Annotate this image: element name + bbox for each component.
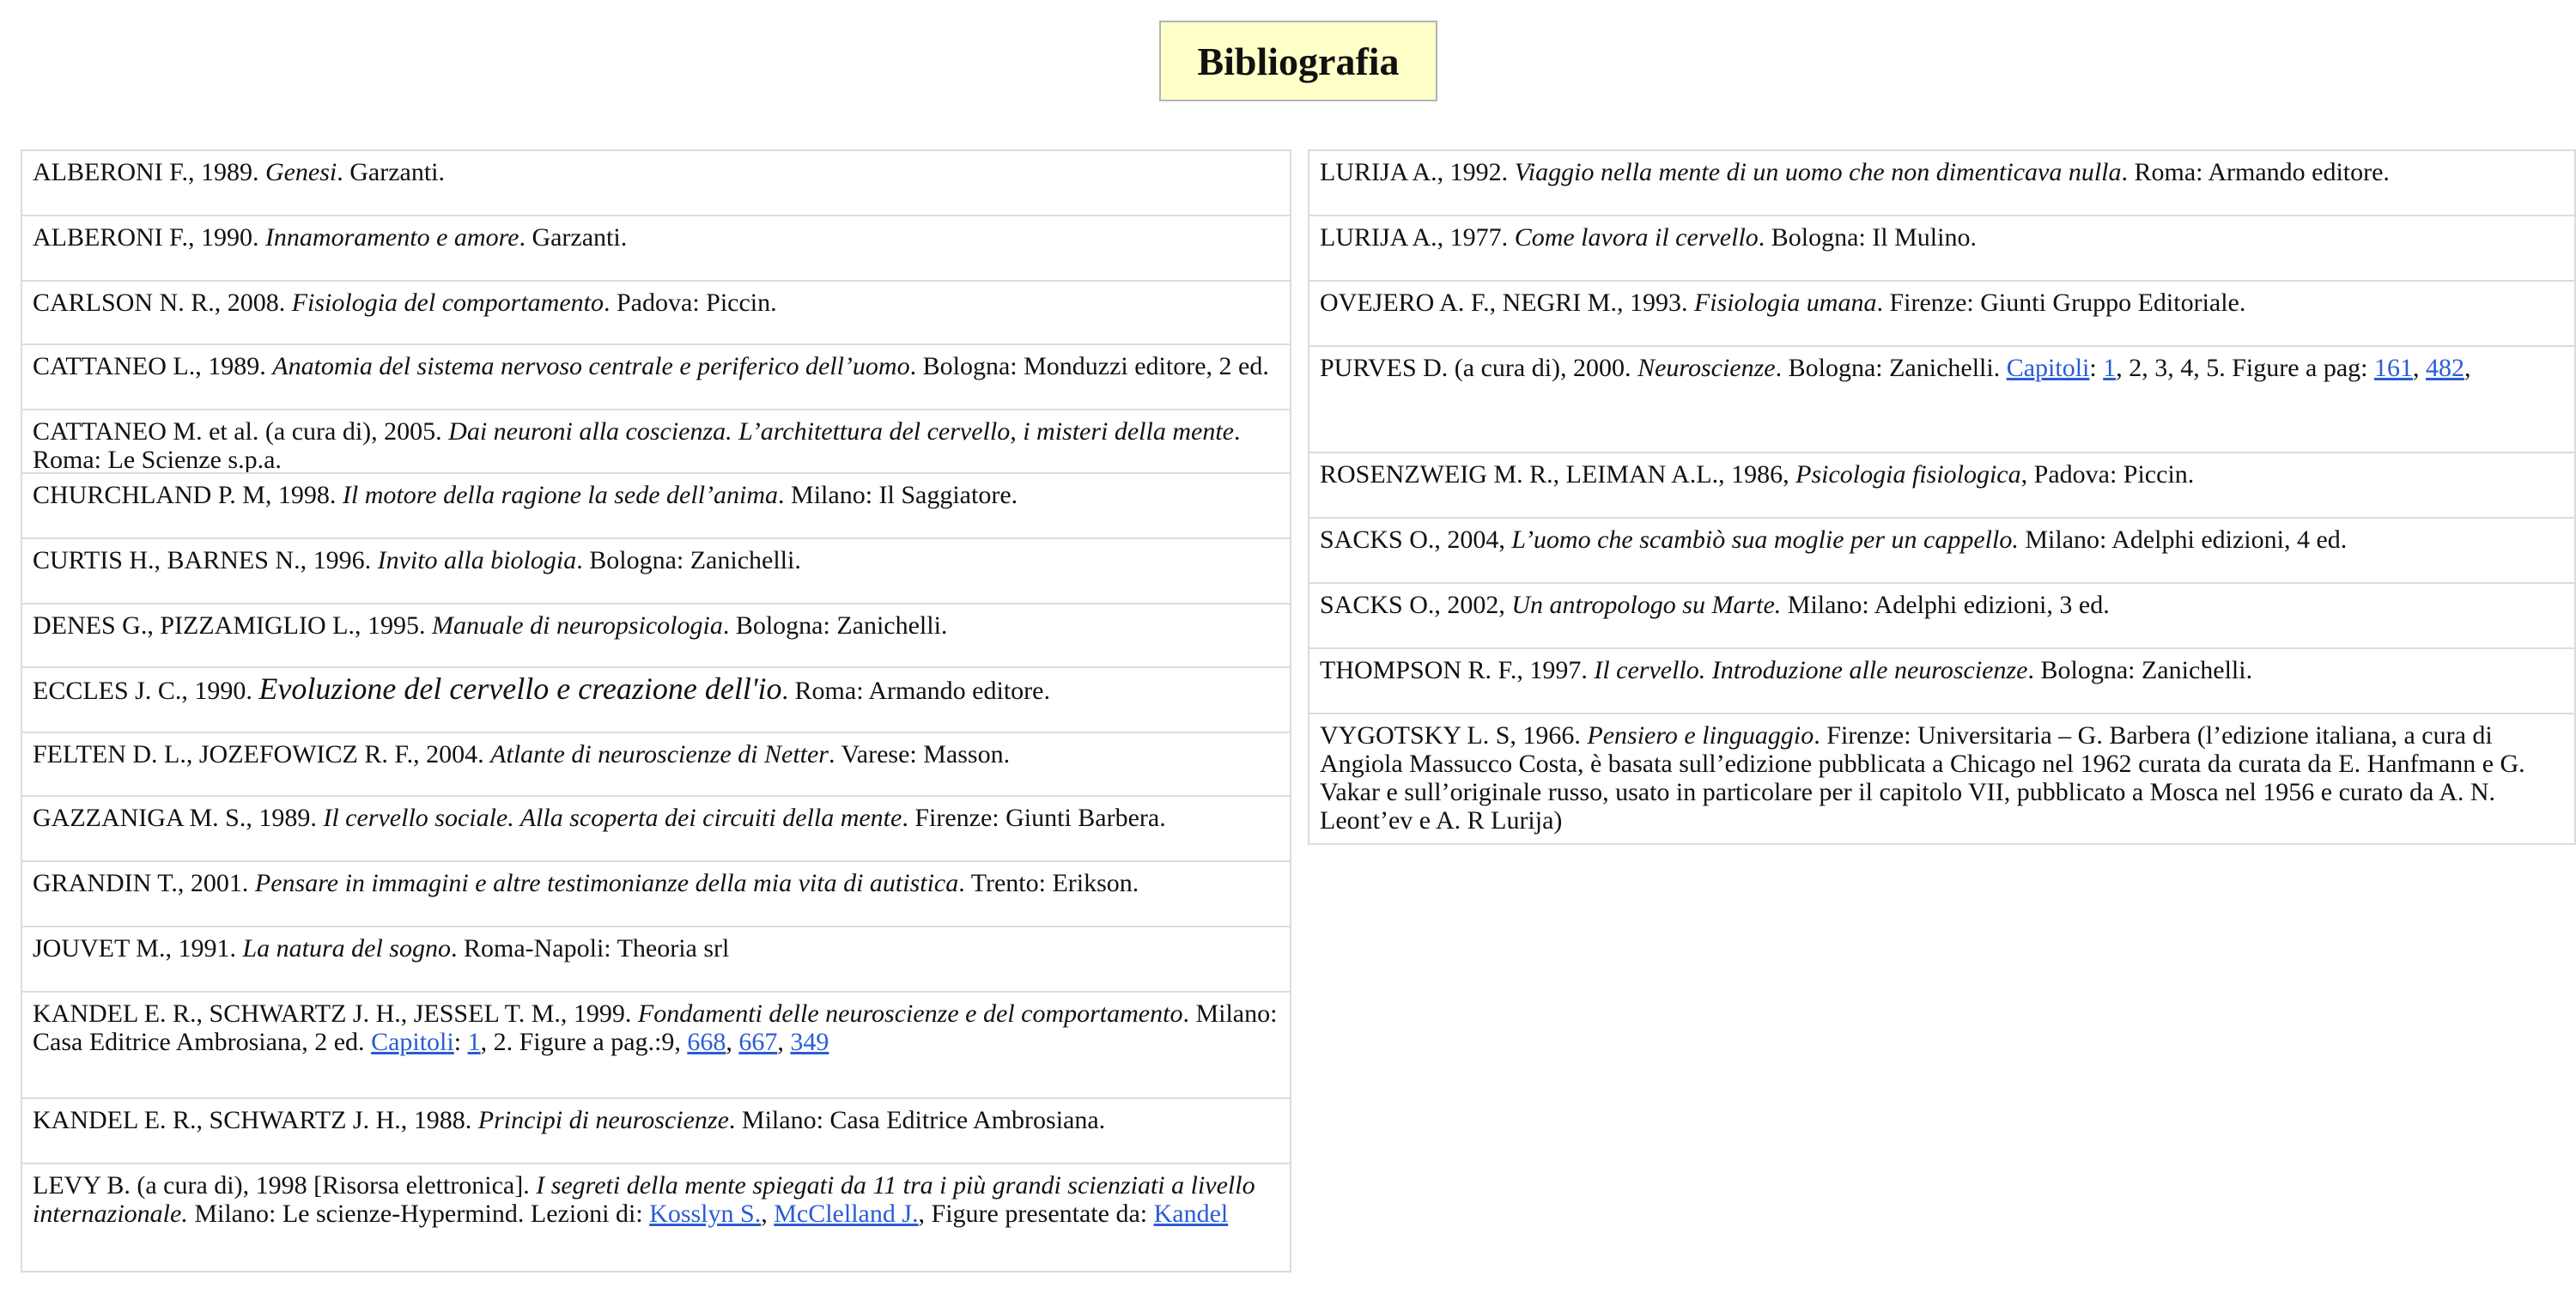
entry-text: Milano: Adelphi edizioni, 4 ed.: [2018, 525, 2348, 554]
bibliography-entry: [1309, 282, 2574, 347]
entry-text: . Milano: Casa Editrice Ambrosiana, 2 ed.: [33, 999, 1278, 1056]
entry-text: JOUVET M., 1991.: [33, 934, 243, 963]
entry-text: ROSENZWEIG M. R., LEIMAN A.L., 1986,: [1320, 460, 1796, 489]
entry-text: SACKS O., 2004,: [1320, 525, 1512, 554]
entry-text: DENES G., PIZZAMIGLIO L., 1995.: [33, 611, 432, 640]
entry-text: . Firenze: Giunti Gruppo Editoriale.: [1876, 289, 2246, 317]
entry-text: ,: [726, 1028, 739, 1056]
entry-title: Viaggio nella mente di un uomo che non dimenticava nulla: [1514, 158, 2122, 186]
entry-title: Fisiologia del comportamento: [291, 289, 604, 317]
entry-title: Invito alla biologia: [377, 546, 577, 574]
reference-link[interactable]: McClelland J.: [774, 1200, 919, 1228]
entry-title: Innamoramento e amore: [264, 223, 519, 252]
entry-title: La natura del sogno: [242, 934, 451, 963]
entry-text: ,: [2464, 354, 2471, 382]
reference-link[interactable]: 1: [467, 1028, 481, 1056]
reference-link[interactable]: Capitoli: [2006, 354, 2090, 382]
bibliography-entry: [22, 282, 1290, 345]
entry-text: SACKS O., 2002,: [1320, 591, 1512, 619]
entry-text: . Roma-Napoli: Theoria srl: [450, 934, 730, 963]
bibliography-entry: [22, 927, 1290, 993]
bibliography-entry: [22, 216, 1290, 282]
entry-text: . Bologna: Monduzzi editore, 2 ed.: [909, 352, 1269, 380]
entry-text: CARLSON N. R., 2008.: [33, 289, 292, 317]
entry-text: CURTIS H., BARNES N., 1996.: [33, 546, 378, 574]
entry-title: Pensare in immagini e altre testimonianze della mia vita di autistica: [254, 869, 959, 897]
entry-text: . Roma: Armando editore.: [781, 677, 1050, 705]
bibliography-entry: [22, 1099, 1290, 1164]
entry-title: Il cervello. Introduzione alle neuroscienze: [1594, 656, 2028, 684]
bibliography-entry: [1309, 453, 2574, 519]
bibliography-entry: [22, 733, 1290, 797]
bibliography-entry: [1309, 216, 2574, 282]
entry-text: , Figure presentate da:: [918, 1200, 1154, 1228]
entry-title: Anatomia del sistema nervoso centrale e periferico dell’uomo: [272, 352, 910, 380]
entry-text: :: [2089, 354, 2104, 382]
reference-link[interactable]: 482: [2426, 354, 2465, 382]
entry-title: Come lavora il cervello: [1514, 223, 1759, 252]
reference-link[interactable]: 668: [687, 1028, 726, 1056]
entry-text: , 2. Figure a pag.:9,: [480, 1028, 688, 1056]
entry-text: CHURCHLAND P. M, 1998.: [33, 481, 343, 509]
entry-text: . Bologna: Zanichelli.: [576, 546, 801, 574]
bibliography-entry: [22, 1164, 1290, 1273]
entry-title: Principi di neuroscienze: [477, 1106, 729, 1134]
entry-title: Fondamenti delle neuroscienze e del comportamento: [637, 999, 1183, 1028]
entry-text: ECCLES J. C., 1990.: [33, 677, 259, 705]
entry-text: . Garzanti.: [337, 158, 446, 186]
entry-text: LEVY B. (a cura di), 1998 [Risorsa elettronica].: [33, 1171, 537, 1200]
entry-title: Atlante di neuroscienze di Netter: [490, 740, 829, 768]
entry-text: Milano: Adelphi edizioni, 3 ed.: [1781, 591, 2110, 619]
reference-link[interactable]: 161: [2374, 354, 2414, 382]
reference-link[interactable]: 667: [738, 1028, 778, 1056]
entry-text: KANDEL E. R., SCHWARTZ J. H., JESSEL T. M., 1999.: [33, 999, 638, 1028]
entry-text: Milano: Le scienze-Hypermind. Lezioni di:: [187, 1200, 650, 1228]
bibliography-entry: [1309, 649, 2574, 714]
bibliography-entry: [22, 151, 1290, 216]
entry-text: ,: [2413, 354, 2427, 382]
entry-text: . Firenze: Universitaria – G. Barbera (l’edizione italiana, a cura di Angiola Massucco Costa, è basata sull’edizione pubblicata a Chicago nel 1962 curata da curata da E. Hanfmann e G. Vakar e sull’originale russo, usato in particolare per il capitolo VII, pubblicato a Mosca nel 1956 e curato da A. N. Leont’ev e A. R Lurija): [1320, 721, 2525, 835]
bibliography-entry: [22, 862, 1290, 927]
entry-text: VYGOTSKY L. S, 1966.: [1320, 721, 1588, 750]
bibliography-entry: [22, 668, 1290, 733]
bibliography-entry: [22, 993, 1290, 1099]
bibliography-entry: [22, 797, 1290, 862]
bibliography-entry: [1309, 151, 2574, 216]
entry-text: CATTANEO M. et al. (a cura di), 2005.: [33, 417, 449, 446]
entry-text: . Bologna: Zanichelli.: [1775, 354, 2007, 382]
entry-title: Manuale di neuropsicologia: [431, 611, 723, 640]
entry-title: Fisiologia umana: [1693, 289, 1877, 317]
entry-text: . Roma: Armando editore.: [2121, 158, 2390, 186]
entry-text: THOMPSON R. F., 1997.: [1320, 656, 1595, 684]
entry-text: . Firenze: Giunti Barbera.: [902, 804, 1166, 832]
entry-text: OVEJERO A. F., NEGRI M., 1993.: [1320, 289, 1694, 317]
entry-text: . Garzanti.: [519, 223, 628, 252]
entry-title: Psicologia fisiologica: [1795, 460, 2021, 489]
bibliography-entry: [1309, 347, 2574, 453]
entry-text: CATTANEO L., 1989.: [33, 352, 273, 380]
entry-text: GRANDIN T., 2001.: [33, 869, 255, 897]
entry-title: I segreti della mente spiegati da 11 tra i più grandi scienziati a livello internazionale.: [33, 1171, 1255, 1228]
reference-link[interactable]: Capitoli: [371, 1028, 454, 1056]
bibliography-entry: [22, 474, 1290, 539]
entry-text: ,: [777, 1028, 791, 1056]
entry-text: . Roma: Le Scienze s.p.a.: [33, 417, 1241, 474]
entry-text: . Padova: Piccin.: [604, 289, 777, 317]
entry-text: KANDEL E. R., SCHWARTZ J. H., 1988.: [33, 1106, 478, 1134]
bibliography-entry: [22, 345, 1290, 410]
entry-text: LURIJA A., 1992.: [1320, 158, 1515, 186]
entry-text: GAZZANIGA M. S., 1989.: [33, 804, 324, 832]
page-title: Bibliografia: [1159, 21, 1437, 101]
bibliography-entry: [1309, 584, 2574, 649]
bibliography-right-column: [1308, 149, 2576, 845]
entry-title: Evoluzione del cervello e creazione dell'io: [258, 671, 782, 706]
entry-text: FELTEN D. L., JOZEFOWICZ R. F., 2004.: [33, 740, 491, 768]
bibliography-entry: [22, 539, 1290, 604]
bibliography-entry: [22, 604, 1290, 668]
entry-text: :: [453, 1028, 468, 1056]
entry-text: PURVES D. (a cura di), 2000.: [1320, 354, 1638, 382]
entry-title: Pensiero e linguaggio: [1587, 721, 1814, 750]
bibliography-entry: [1309, 519, 2574, 584]
entry-text: ALBERONI F., 1990.: [33, 223, 265, 252]
entry-text: ,: [761, 1200, 775, 1228]
entry-text: , 2, 3, 4, 5. Figure a pag:: [2116, 354, 2375, 382]
entry-title: L’uomo che scambiò sua moglie per un cappello.: [1511, 525, 2019, 554]
entry-title: Il cervello sociale. Alla scoperta dei circuiti della mente: [323, 804, 902, 832]
entry-title: Genesi: [264, 158, 337, 186]
entry-title: Neuroscienze: [1637, 354, 1776, 382]
entry-text: LURIJA A., 1977.: [1320, 223, 1515, 252]
entry-title: Il motore della ragione la sede dell’anima: [342, 481, 779, 509]
reference-link[interactable]: 349: [790, 1028, 829, 1056]
entry-text: . Trento: Erikson.: [958, 869, 1139, 897]
entry-text: . Bologna: Zanichelli.: [722, 611, 948, 640]
entry-text: . Bologna: Il Mulino.: [1758, 223, 1977, 252]
entry-text: . Varese: Masson.: [828, 740, 1011, 768]
reference-link[interactable]: Kosslyn S.: [649, 1200, 762, 1228]
entry-text: ALBERONI F., 1989.: [33, 158, 265, 186]
entry-title: Un antropologo su Marte.: [1511, 591, 1782, 619]
reference-link[interactable]: Kandel: [1153, 1200, 1229, 1228]
entry-text: . Bologna: Zanichelli.: [2027, 656, 2253, 684]
bibliography-entry: [1309, 714, 2574, 845]
entry-text: . Milano: Casa Editrice Ambrosiana.: [728, 1106, 1106, 1134]
entry-text: , Padova: Piccin.: [2020, 460, 2195, 489]
entry-text: . Milano: Il Saggiatore.: [778, 481, 1018, 509]
entry-title: Dai neuroni alla coscienza. L’architettura del cervello, i misteri della mente: [448, 417, 1234, 446]
bibliography-left-column: [21, 149, 1291, 1273]
reference-link[interactable]: 1: [2103, 354, 2117, 382]
bibliography-entry: [22, 410, 1290, 474]
